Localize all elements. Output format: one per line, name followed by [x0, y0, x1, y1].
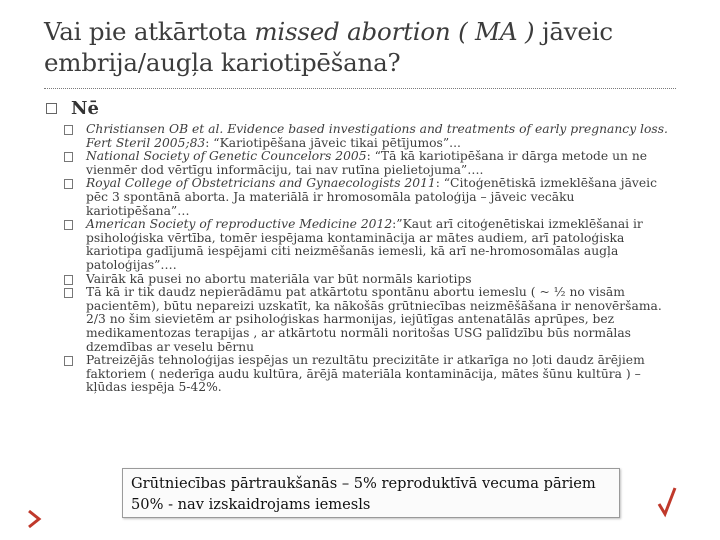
- item-text: :”Kaut arī citoģenētiskai izmeklēšanai ir psiholoģiska vērtība, tomēr iespējama kontaminācija ar mātes audiem, arī patoloģiska kariotipa gadījumā iespējami citi neizmēšanās iemesli, kā arī ne-hromosomālas augļa patoloģijas”….: [86, 217, 643, 272]
- title-line2: embrija/augļa kariotipēšana?: [44, 48, 401, 77]
- bullet-box-icon: [64, 152, 73, 162]
- level1-bullet-row: [46, 98, 99, 119]
- chevron-right-icon: [24, 508, 44, 530]
- item-text: : “Tā kā kariotipēšana ir dārga metode un ne vienmēr dod vērtīgu informāciju, tai nav rutīna pielietojuma”….: [86, 149, 648, 177]
- list-item: [64, 286, 676, 354]
- item-text: Tā kā ir tik daudz nepierādāmu pat atkārtotu spontānu abortu iemeslu ( ~ ½ no visām pacientēm), būtu nepareizi uzskatīt, ka nākošās grūtniecības neizmēšāšana ir nenovēršama. 2/3 no šim sievietēm ar psiholoģiskas harmonijas, iejūtīgas antenatālās aprūpes, bez medikamentozas terapijas , ar atkārtotu normāli noritošas USG palīdzību būs normālas dzemdības ar veselu bērnu: [86, 285, 662, 354]
- callout-line2: 50% - nav izskaidrojams iemesls: [131, 496, 371, 513]
- bullet-box-icon: [64, 275, 73, 285]
- bullet-box-icon: [64, 220, 73, 230]
- item-citation: National Society of Genetic Councelors 2005: [86, 149, 367, 164]
- bullet-box-icon: [46, 103, 57, 114]
- list-item: [64, 273, 676, 287]
- item-text: : “Kariotipēšana jāveic tikai pētījumos”...: [205, 135, 461, 150]
- list-item: [64, 123, 676, 150]
- bullet-box-icon: [64, 356, 73, 366]
- callout-box: [122, 468, 620, 518]
- level1-label: Nē: [71, 98, 99, 119]
- item-text: Patreizējās tehnoloģijas iespējas un rezultātu precizitāte ir atkarīga no ļoti daudz ārējiem faktoriem ( nederīga audu kultūra, ārējā materiāla kontaminācija, mātes šūnu kultūra ) – kļūdas iespēja 5-42%.: [86, 353, 645, 395]
- list-item: [64, 354, 676, 395]
- slide-title: [44, 16, 694, 78]
- checkmark-icon: [656, 484, 678, 518]
- item-citation: Royal College of Obstetricians and Gynaecologists 2011: [86, 176, 436, 191]
- callout-line1: Grūtniecības pārtraukšanās – 5% reproduktīvā vecuma pāriem: [131, 475, 596, 492]
- title-part1: Vai pie atkārtota: [44, 17, 255, 46]
- title-divider: [44, 88, 676, 89]
- item-citation: Christiansen OB et al. Evidence based investigations and treatments of early pregnancy loss. Fert Steril 2005;83: [86, 122, 668, 150]
- item-text: : “Citoģenētiskā izmeklēšana jāveic pēc 3 spontānā aborta. Ja materiālā ir hromosomāla patoloģija – jāveic vecāku kariotipēšana”…: [86, 176, 657, 218]
- title-part2: jāveic: [534, 17, 613, 46]
- item-citation: American Society of reproductive Medicine 2012: [86, 217, 393, 232]
- bullet-box-icon: [64, 288, 73, 298]
- sub-bullet-list: [64, 123, 676, 395]
- title-italic: missed abortion ( MA ): [254, 17, 535, 46]
- list-item: [64, 150, 676, 177]
- list-item: [64, 177, 676, 218]
- bullet-box-icon: [64, 179, 73, 189]
- item-text: Vairāk kā pusei no abortu materiāla var būt normāls kariotips: [86, 271, 472, 286]
- list-item: [64, 218, 676, 272]
- bullet-box-icon: [64, 125, 73, 135]
